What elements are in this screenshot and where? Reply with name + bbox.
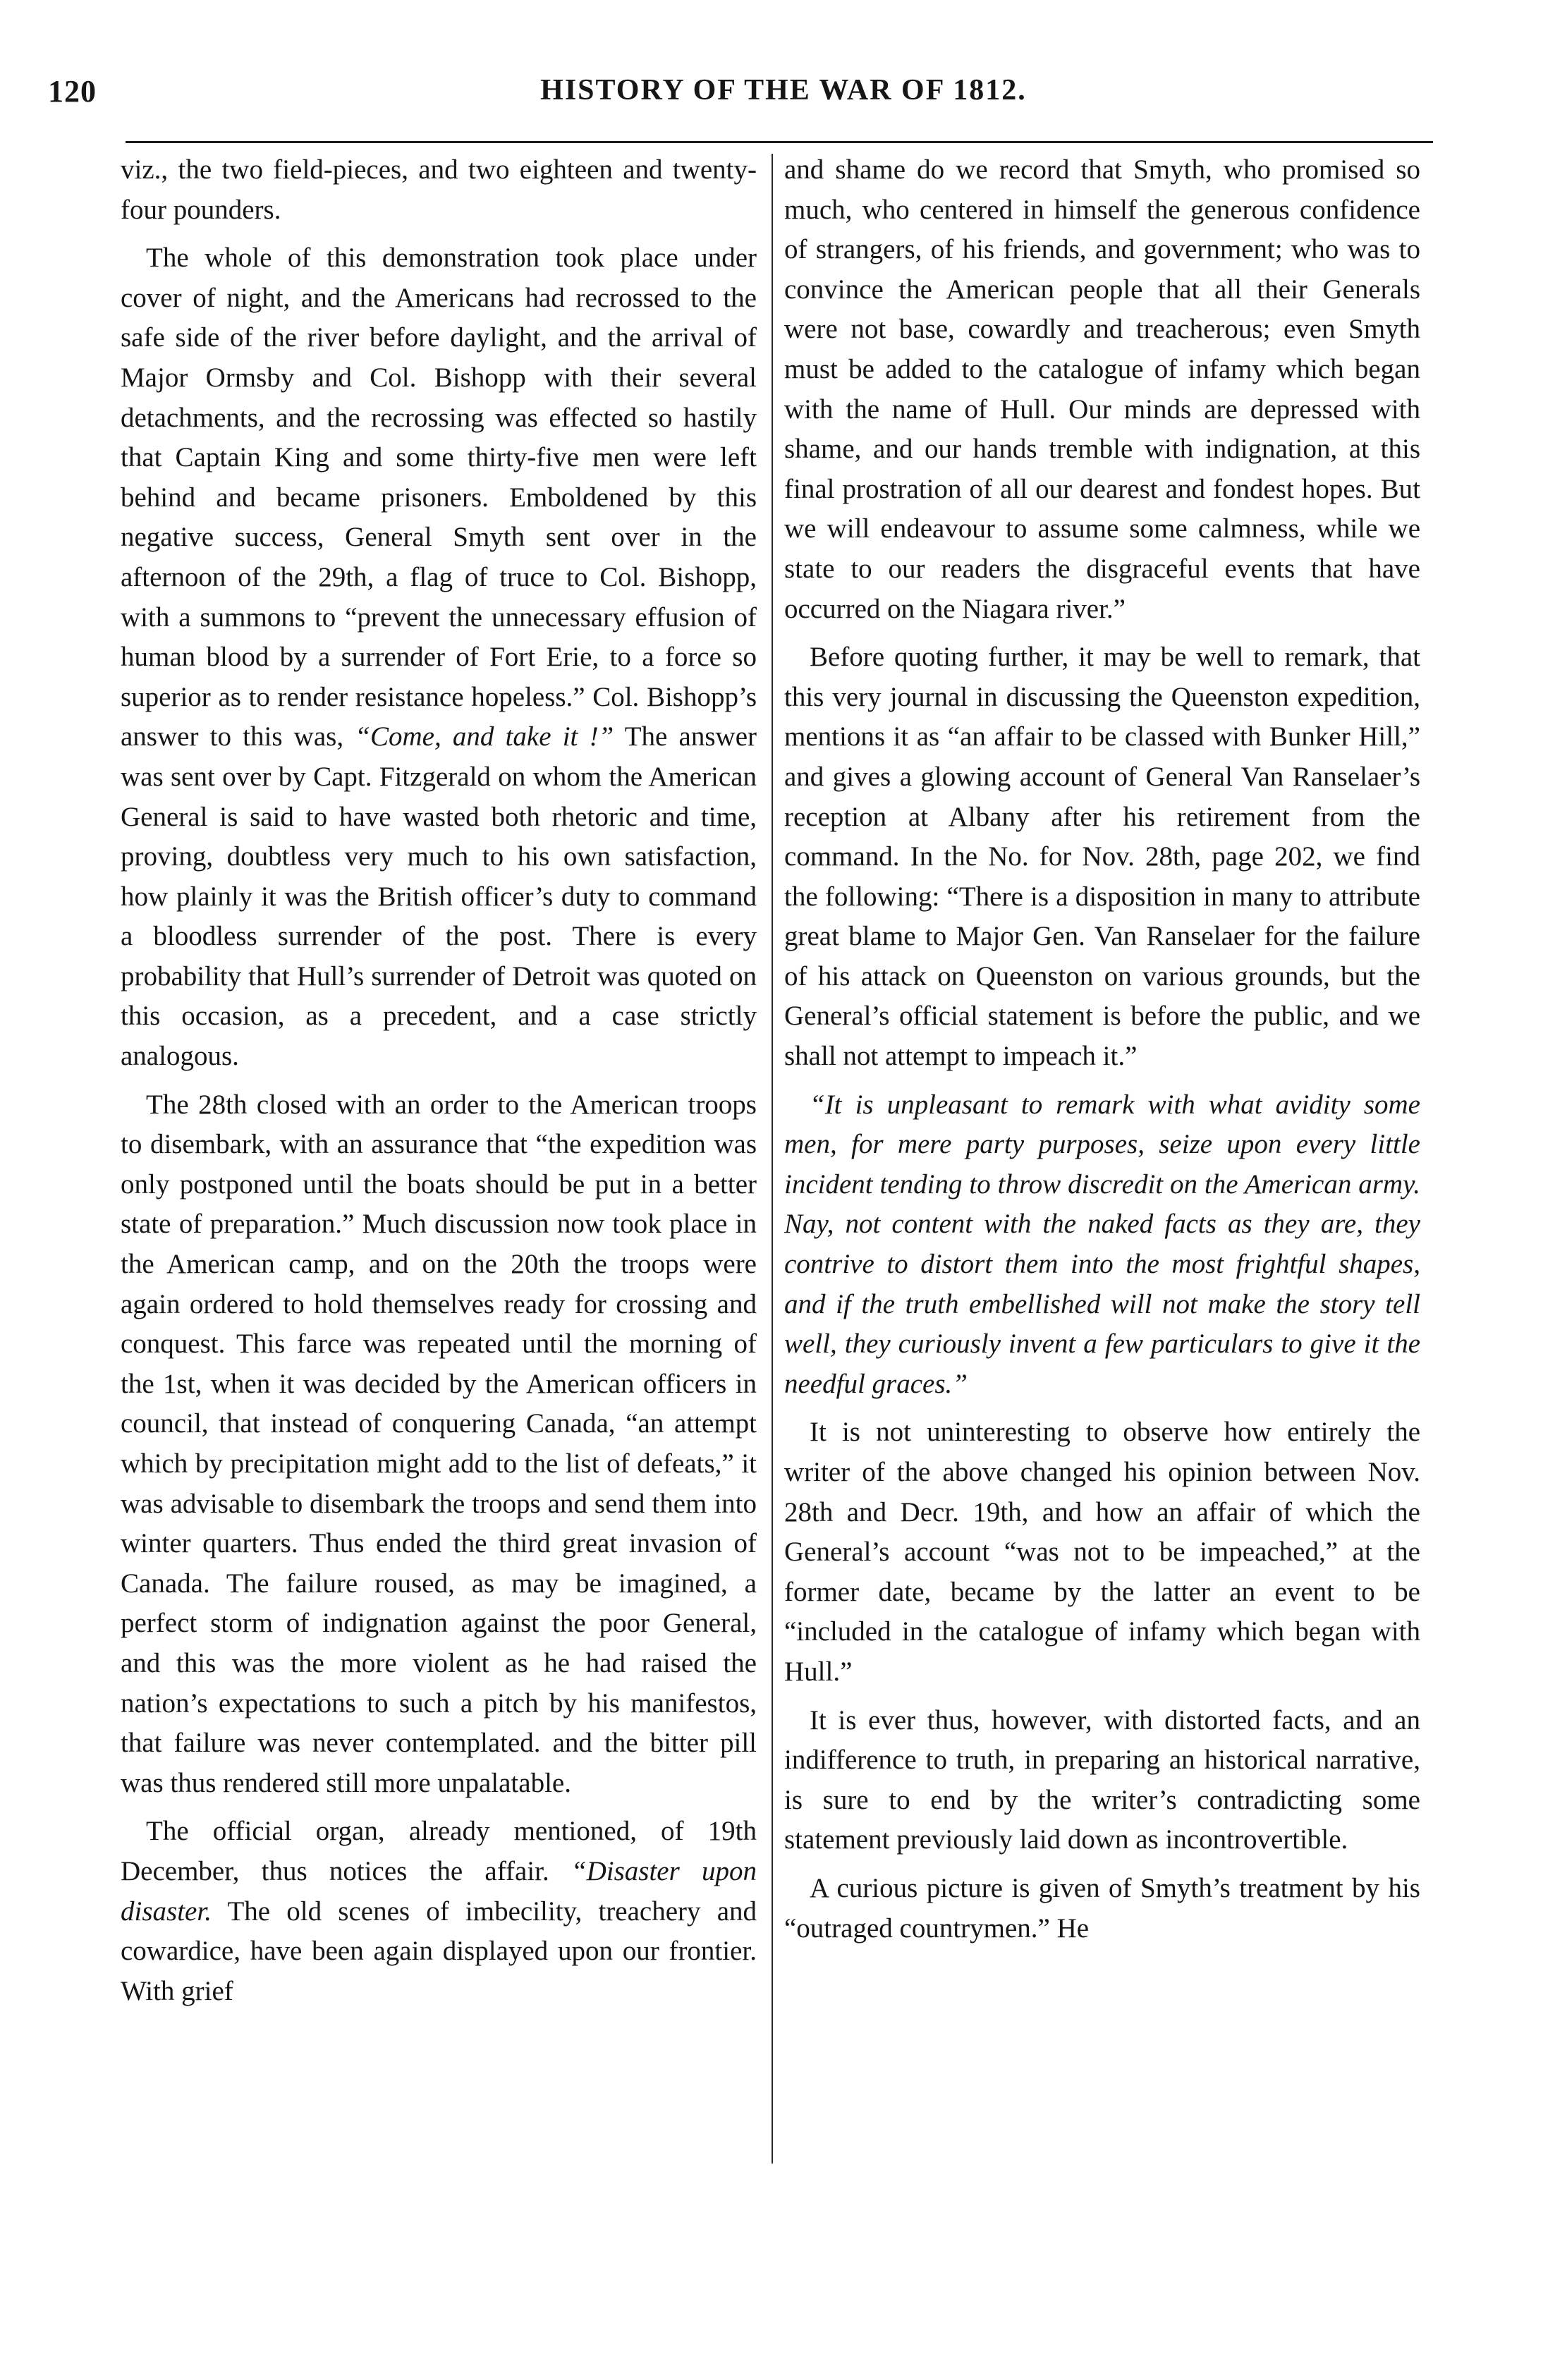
header-rule — [126, 141, 1433, 143]
left-paragraph-1: viz., the two field-pieces, and two eighteen and twenty-four pounders. — [121, 154, 757, 225]
left-paragraph-4 — [121, 1812, 757, 2011]
right-paragraph-5: It is ever thus, however, with distorted facts, and an indifference to truth, in preparing an historical narrative, is sure to end by the writer’s contradicting some statement previously laid down as incontrovertible. — [784, 1704, 1420, 1855]
left-paragraph-2-text: The whole of this demonstration took place under cover of night, and the Americans had recrossed to the safe side of the river before daylight, and the arrival of Major Ormsby and Col. Bishopp with their several detachments, and the recrossing was effected so hastily that Captain King and some thirty-five men were left behind and became prisoners. Emboldened by this negative success, General Smyth sent over in the afternoon of the 29th, a flag of truce to Col. Bishopp, with a summons to “prevent the unnecessary effusion of human blood by a surrender of Fort Erie, to a force so superior as to render resistance hopeless.” Col. Bishopp’s answer to this was, — [121, 243, 757, 752]
left-paragraph-4-quote: “Disaster upon disaster. — [121, 1855, 757, 1927]
running-head: HISTORY OF THE WAR OF 1812. — [540, 74, 1027, 106]
right-paragraph-4: It is not uninteresting to observe how entirely the writer of the above changed his opinion between Nov. 28th and Decr. 19th, and how an affair of which the General’s account “was not to be impeached,” at the former date, became by the latter an event to be “included in the catalogue of infamy which began with Hull.” — [784, 1417, 1420, 1687]
left-paragraph-2-end: The answer was sent over by Capt. Fitzgerald on whom the American General is said to have wasted both rhetoric and time, proving, doubtless very much to his own satisfaction, how plainly it was the British officer’s duty to command a bloodless surrender of the post. There is every probability that Hull’s surrender of Detroit was quoted on this occasion, as a precedent, and a case strictly analogous. — [121, 721, 757, 1072]
right-column — [784, 150, 1420, 2308]
right-paragraph-2: Before quoting further, it may be well to remark, that this very journal in discussing the Queenston expedition, mentions it as “an affair to be classed with Bunker Hill,” and gives a glowing account of General Van Ranselaer’s reception at Albany after his retirement from the command. In the No. for Nov. 28th, page 202, we find the following: “There is a disposition in many to attribute great blame to Major Gen. Van Ranselaer for the failure of his attack on Queenston on various grounds, but the General’s official statement is before the public, and we shall not attempt to impeach it.” — [784, 642, 1420, 1072]
right-paragraph-3-quote: “It is unpleasant to remark with what avidity some men, for mere party purposes, seize upon every little incident tending to throw discredit on the American army. Nay, not content with the naked facts as they are, they contrive to distort them into the most frightful shapes, and if the truth embellished will not make the story tell well, they curiously invent a few particulars to give it the needful graces.” — [784, 1089, 1420, 1399]
page-number: 120 — [48, 74, 97, 109]
left-paragraph-2 — [121, 238, 757, 1076]
right-paragraph-6: A curious picture is given of Smyth’s treatment by his “outraged countrymen.” He — [784, 1872, 1420, 1943]
right-paragraph-1: and shame do we record that Smyth, who promised so much, who centered in himself the generous confidence of strangers, of his friends, and government; who was to convince the American people that all their Generals were not base, cowardly and treacherous; even Smyth must be added to the catalogue of infamy which began with the name of Hull. Our minds are depressed with shame, and our hands tremble with indignation, at this final prostration of all our dearest and fondest hopes. But we will endeavour to assume some calmness, while we state to our readers the disgraceful events that have occurred on the Niagara river.” — [784, 154, 1420, 624]
left-paragraph-2-quote: “Come, and take it !” — [355, 721, 614, 752]
left-column — [121, 150, 757, 2308]
right-paragraph-3 — [784, 1085, 1420, 1405]
column-divider — [772, 154, 773, 2164]
left-paragraph-4-text: The official organ, already mentioned, of 19th December, thus notices the affair. — [121, 1816, 757, 1886]
left-paragraph-3: The 28th closed with an order to the American troops to disembark, with an assurance that “the expedition was only postponed until the boats should be put in a better state of preparation.” Much discussion now took place in the American camp, and on the 20th the troops were again ordered to hold themselves ready for crossing and conquest. This farce was repeated until the morning of the 1st, when it was decided by the American officers in council, that instead of conquering Canada, “an attempt which by precipitation might add to the list of defeats,” it was advisable to disembark the troops and send them into winter quarters. Thus ended the third great invasion of Canada. The failure roused, as may be imagined, a perfect storm of indignation against the poor General, and this was the more violent as he had raised the nation’s expectations to such a pitch by his manifestos, that failure was never contemplated. and the bitter pill was thus rendered still more unpalatable. — [121, 1089, 757, 1798]
left-paragraph-4-end: The old scenes of imbecility, treachery and cowardice, have been again displayed upon our frontier. With grief — [121, 1896, 757, 2006]
